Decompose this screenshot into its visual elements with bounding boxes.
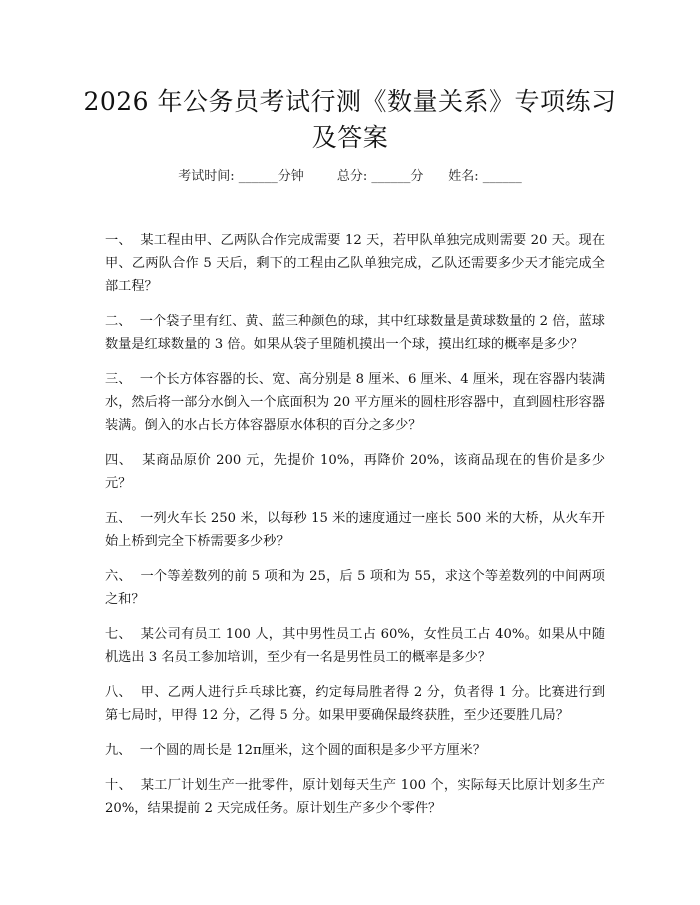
- question-list: [105, 229, 605, 832]
- question-item: [105, 623, 605, 669]
- document-title: 2026 年公务员考试行测《数量关系》专项练习及答案: [83, 87, 617, 152]
- question-item: [105, 449, 605, 495]
- question-number: 八、: [105, 685, 132, 700]
- question-number: 五、: [105, 511, 132, 526]
- question-number: 三、: [105, 372, 132, 387]
- question-number: 二、: [105, 314, 132, 329]
- question-number: 六、: [105, 569, 132, 584]
- question-item: [105, 507, 605, 553]
- question-item: [105, 310, 605, 356]
- question-text: 一列火车长 250 米，以每秒 15 米的速度通过一座长 500 米的大桥，从火车开始上桥到完全下桥需要多少秒？: [105, 511, 605, 549]
- question-text: 某商品原价 200 元，先提价 10%，再降价 20%，该商品现在的售价是多少元？: [105, 453, 606, 491]
- question-item: [105, 681, 605, 727]
- question-text: 甲、乙两人进行乒乓球比赛，约定每局胜者得 2 分，负者得 1 分。比赛进行到第七局时，甲得 12 分，乙得 5 分。如果甲要确保最终获胜，至少还要胜几局？: [105, 685, 606, 723]
- question-item: [105, 229, 605, 298]
- question-number: 九、: [105, 743, 132, 758]
- question-text: 一个圆的周长是 12π厘米，这个圆的面积是多少平方厘米？: [139, 743, 486, 758]
- question-text: 某工厂计划生产一批零件，原计划每天生产 100 个，实际每天比原计划多生产 20%，结果提前 2 天完成任务。原计划生产多少个零件？: [105, 778, 606, 816]
- question-number: 一、: [105, 233, 132, 248]
- question-text: 某工程由甲、乙两队合作完成需要 12 天，若甲队单独完成则需要 20 天。现在甲、乙两队合作 5 天后，剩下的工程由乙队单独完成，乙队还需要多少天才能完成全部工程？: [105, 233, 606, 294]
- exam-info-line: [0, 168, 700, 186]
- question-item: [105, 739, 605, 762]
- name-field: 姓名: ______: [448, 169, 522, 184]
- question-number: 四、: [105, 453, 133, 468]
- question-text: 一个袋子里有红、黄、蓝三种颜色的球，其中红球数量是黄球数量的 2 倍，蓝球数量是红球数量的 3 倍。如果从袋子里随机摸出一个球，摸出红球的概率是多少？: [105, 314, 605, 352]
- total-score-field: 总分: ______分: [336, 169, 424, 184]
- question-item: [105, 565, 605, 611]
- question-text: 一个长方体容器的长、宽、高分别是 8 厘米、6 厘米、4 厘米，现在容器内装满水，然后将一部分水倒入一个底面积为 20 平方厘米的圆柱形容器中，直到圆柱形容器装满。倒入的水占长方体容器原水体积的百分之多少？: [105, 372, 606, 433]
- exam-time-field: 考试时间: ______分钟: [178, 169, 304, 184]
- question-item: [105, 368, 605, 437]
- question-number: 十、: [105, 778, 132, 793]
- question-text: 一个等差数列的前 5 项和为 25，后 5 项和为 55，求这个等差数列的中间两项之和？: [105, 569, 605, 607]
- question-text: 某公司有员工 100 人，其中男性员工占 60%，女性员工占 40%。如果从中随机选出 3 名员工参加培训，至少有一名是男性员工的概率是多少？: [105, 627, 606, 665]
- question-item: [105, 774, 605, 820]
- question-number: 七、: [105, 627, 132, 642]
